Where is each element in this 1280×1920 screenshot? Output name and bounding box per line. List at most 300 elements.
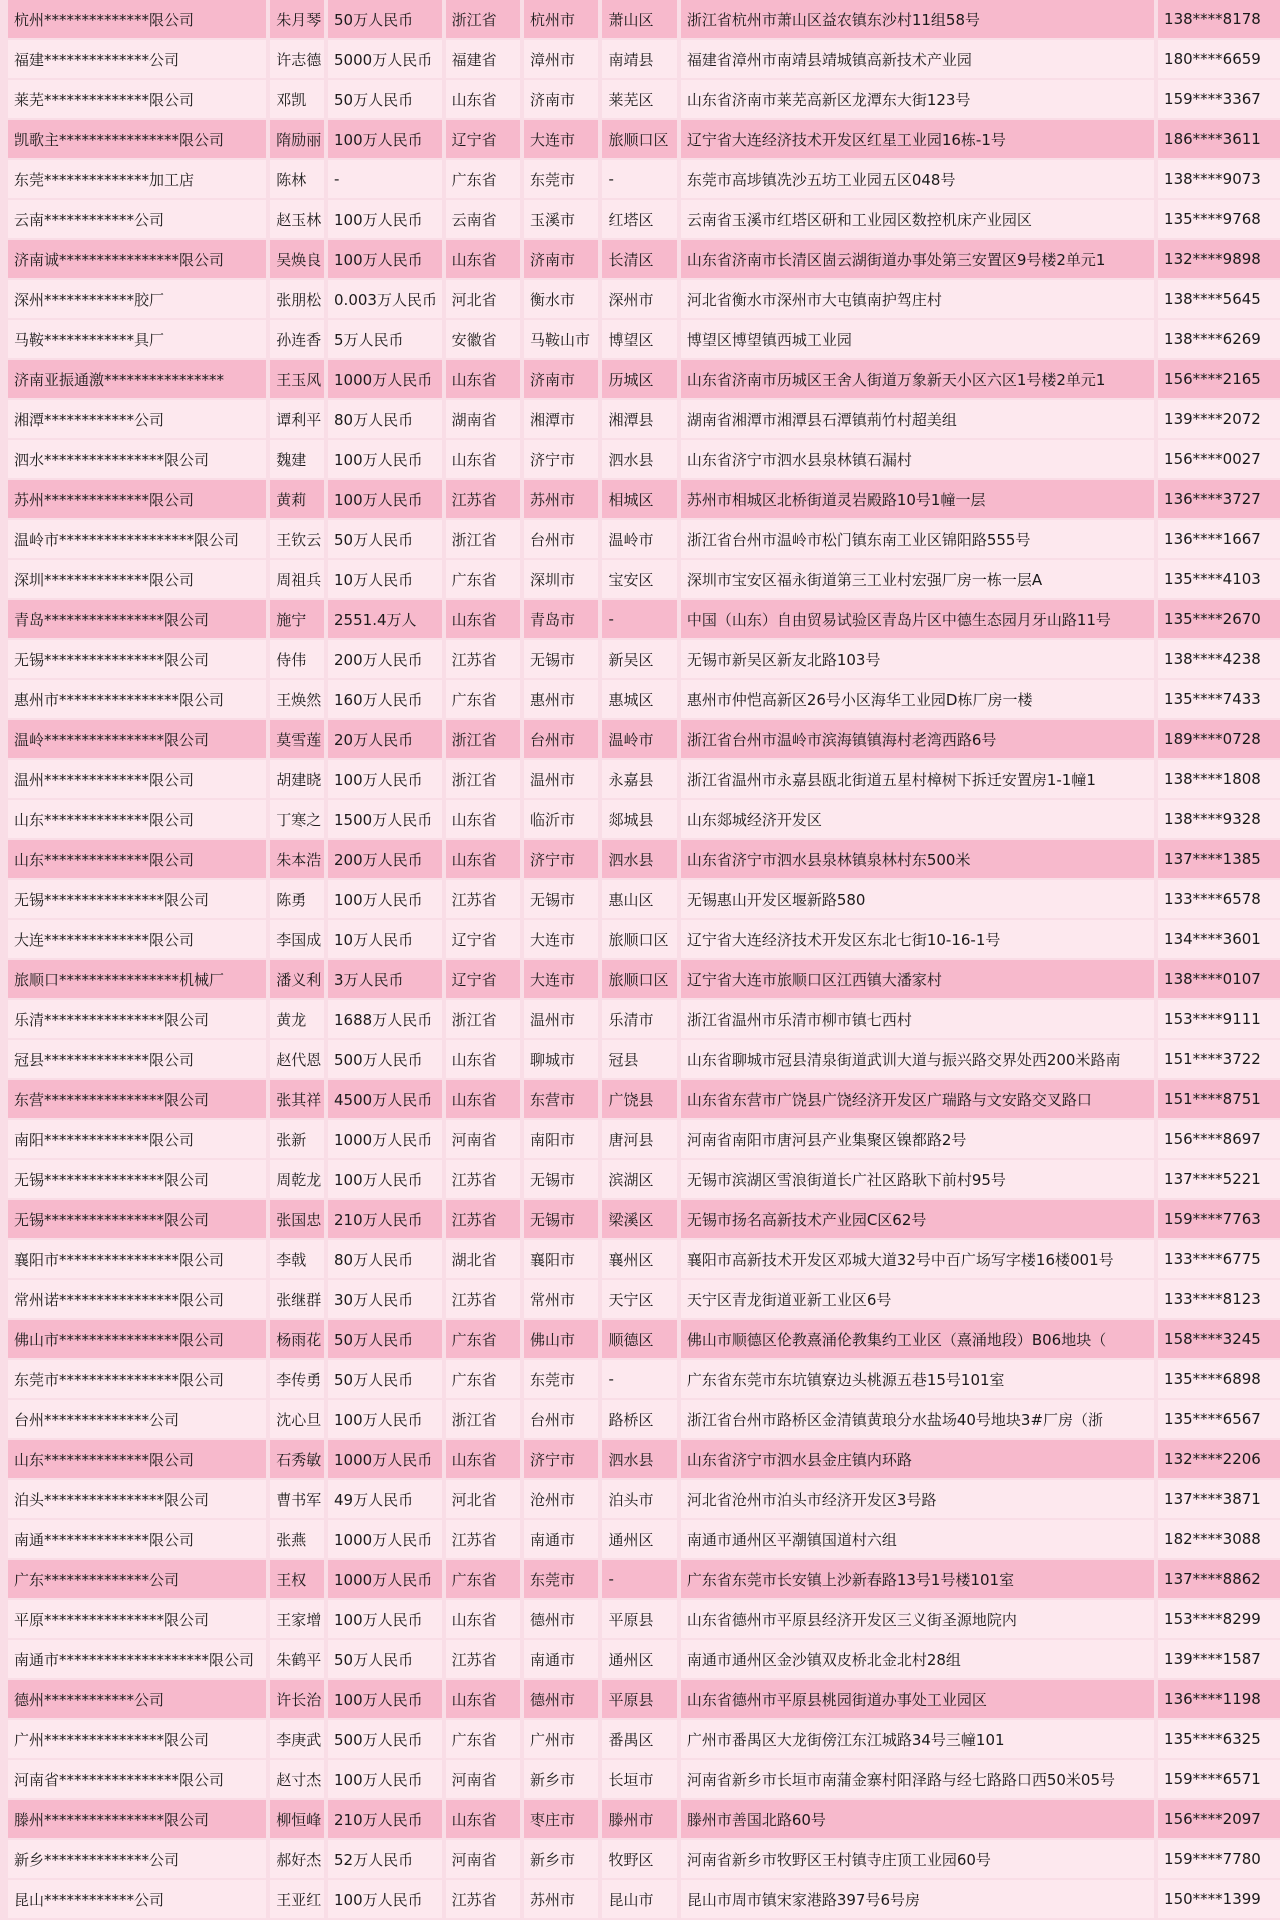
phone-cell: 138****4238 [1158, 640, 1280, 678]
company-name-cell: 台州**************公司 [8, 1400, 266, 1438]
registered-capital-cell: 5000万人民币 [328, 40, 442, 78]
phone-cell: 139****1587 [1158, 1640, 1280, 1678]
province-cell: 山东省 [446, 1800, 520, 1838]
table-row [8, 1760, 1280, 1798]
province-cell: 福建省 [446, 40, 520, 78]
phone-cell: 132****2206 [1158, 1440, 1280, 1478]
company-name-cell: 山东**************限公司 [8, 1440, 266, 1478]
company-name-cell: 河南省****************限公司 [8, 1760, 266, 1798]
table-row [8, 1520, 1280, 1558]
phone-cell: 138****1808 [1158, 760, 1280, 798]
city-cell: 青岛市 [524, 600, 598, 638]
province-cell: 广东省 [446, 160, 520, 198]
district-cell: 梁溪区 [602, 1200, 676, 1238]
contact-person-cell: 李传勇 [270, 1360, 324, 1398]
phone-cell: 135****6898 [1158, 1360, 1280, 1398]
phone-cell: 139****2072 [1158, 400, 1280, 438]
table-row [8, 280, 1280, 318]
table-row [8, 160, 1280, 198]
address-cell: 河南省南阳市唐河县产业集聚区镍都路2号 [681, 1120, 1154, 1158]
table-row [8, 560, 1280, 598]
province-cell: 江苏省 [446, 1520, 520, 1558]
registered-capital-cell: 100万人民币 [328, 1400, 442, 1438]
address-cell: 山东省济南市历城区王舍人街道万象新天小区六区1号楼2单元1 [681, 360, 1154, 398]
company-name-cell: 山东**************限公司 [8, 840, 266, 878]
province-cell: 广东省 [446, 1360, 520, 1398]
province-cell: 湖北省 [446, 1240, 520, 1278]
district-cell: 顺德区 [602, 1320, 676, 1358]
province-cell: 浙江省 [446, 1000, 520, 1038]
phone-cell: 186****3611 [1158, 120, 1280, 158]
table-row [8, 600, 1280, 638]
district-cell: 通州区 [602, 1520, 676, 1558]
registered-capital-cell: 100万人民币 [328, 240, 442, 278]
address-cell: 浙江省温州市永嘉县瓯北街道五星村樟树下拆迁安置房1-1幢1 [681, 760, 1154, 798]
registered-capital-cell: 500万人民币 [328, 1040, 442, 1078]
city-cell: 衡水市 [524, 280, 598, 318]
province-cell: 浙江省 [446, 520, 520, 558]
contact-person-cell: 周祖兵 [270, 560, 324, 598]
contact-person-cell: 王亚红 [270, 1880, 324, 1918]
contact-person-cell: 陈勇 [270, 880, 324, 918]
registered-capital-cell: 1000万人民币 [328, 1120, 442, 1158]
company-name-cell: 济南诚****************限公司 [8, 240, 266, 278]
company-name-cell: 深州************胶厂 [8, 280, 266, 318]
district-cell: 旅顺口区 [602, 120, 676, 158]
table-row [8, 640, 1280, 678]
city-cell: 无锡市 [524, 880, 598, 918]
registered-capital-cell: 100万人民币 [328, 1600, 442, 1638]
province-cell: 云南省 [446, 200, 520, 238]
contact-person-cell: 丁寒之 [270, 800, 324, 838]
district-cell: - [602, 160, 676, 198]
district-cell: 相城区 [602, 480, 676, 518]
province-cell: 河南省 [446, 1840, 520, 1878]
company-name-cell: 济南亚振通激**************** [8, 360, 266, 398]
district-cell: 昆山市 [602, 1880, 676, 1918]
city-cell: 马鞍山市 [524, 320, 598, 358]
company-name-cell: 云南************公司 [8, 200, 266, 238]
phone-cell: 156****8697 [1158, 1120, 1280, 1158]
contact-person-cell: 朱本浩 [270, 840, 324, 878]
city-cell: 无锡市 [524, 1160, 598, 1198]
city-cell: 南通市 [524, 1520, 598, 1558]
company-table [4, 0, 1280, 1920]
address-cell: 云南省玉溪市红塔区研和工业园区数控机床产业园区 [681, 200, 1154, 238]
district-cell: 广饶县 [602, 1080, 676, 1118]
company-name-cell: 无锡****************限公司 [8, 1200, 266, 1238]
address-cell: 广东省东莞市东坑镇寮边头桃源五巷15号101室 [681, 1360, 1154, 1398]
table-row [8, 360, 1280, 398]
address-cell: 南通市通州区金沙镇双皮桥北金北村28组 [681, 1640, 1154, 1678]
city-cell: 东营市 [524, 1080, 598, 1118]
contact-person-cell: 李戟 [270, 1240, 324, 1278]
district-cell: 温岭市 [602, 720, 676, 758]
province-cell: 山东省 [446, 1440, 520, 1478]
province-cell: 河南省 [446, 1120, 520, 1158]
province-cell: 江苏省 [446, 880, 520, 918]
province-cell: 广东省 [446, 1560, 520, 1598]
city-cell: 大连市 [524, 920, 598, 958]
city-cell: 台州市 [524, 1400, 598, 1438]
district-cell: 历城区 [602, 360, 676, 398]
registered-capital-cell: 50万人民币 [328, 1640, 442, 1678]
province-cell: 辽宁省 [446, 960, 520, 998]
district-cell: 南靖县 [602, 40, 676, 78]
company-name-cell: 新乡**************公司 [8, 1840, 266, 1878]
table-row [8, 1240, 1280, 1278]
district-cell: 襄州区 [602, 1240, 676, 1278]
city-cell: 苏州市 [524, 480, 598, 518]
contact-person-cell: 赵代恩 [270, 1040, 324, 1078]
address-cell: 昆山市周市镇宋家港路397号6号房 [681, 1880, 1154, 1918]
address-cell: 辽宁省大连市旅顺口区江西镇大潘家村 [681, 960, 1154, 998]
phone-cell: 135****6567 [1158, 1400, 1280, 1438]
registered-capital-cell: 100万人民币 [328, 880, 442, 918]
city-cell: 无锡市 [524, 640, 598, 678]
phone-cell: 156****0027 [1158, 440, 1280, 478]
city-cell: 常州市 [524, 1280, 598, 1318]
address-cell: 广州市番禺区大龙街傍江东江城路34号三幢101 [681, 1720, 1154, 1758]
address-cell: 山东省济南市莱芜高新区龙潭东大街123号 [681, 80, 1154, 118]
city-cell: 襄阳市 [524, 1240, 598, 1278]
address-cell: 湖南省湘潭市湘潭县石潭镇荊竹村超美组 [681, 400, 1154, 438]
company-name-cell: 平原****************限公司 [8, 1600, 266, 1638]
contact-person-cell: 吴焕良 [270, 240, 324, 278]
contact-person-cell: 李庚武 [270, 1720, 324, 1758]
address-cell: 山东郯城经济开发区 [681, 800, 1154, 838]
district-cell: 天宁区 [602, 1280, 676, 1318]
company-name-cell: 青岛****************限公司 [8, 600, 266, 638]
address-cell: 惠州市仲恺高新区26号小区海华工业园D栋厂房一楼 [681, 680, 1154, 718]
table-row [8, 960, 1280, 998]
company-name-cell: 东营****************限公司 [8, 1080, 266, 1118]
district-cell: 莱芜区 [602, 80, 676, 118]
address-cell: 浙江省台州市路桥区金清镇黄琅分水盐场40号地块3#厂房（浙 [681, 1400, 1154, 1438]
contact-person-cell: 张其祥 [270, 1080, 324, 1118]
registered-capital-cell: 210万人民币 [328, 1800, 442, 1838]
province-cell: 湖南省 [446, 400, 520, 438]
city-cell: 德州市 [524, 1600, 598, 1638]
district-cell: 惠城区 [602, 680, 676, 718]
contact-person-cell: 陈林 [270, 160, 324, 198]
phone-cell: 159****6571 [1158, 1760, 1280, 1798]
contact-person-cell: 邓凯 [270, 80, 324, 118]
province-cell: 江苏省 [446, 1640, 520, 1678]
phone-cell: 138****0107 [1158, 960, 1280, 998]
company-name-cell: 无锡****************限公司 [8, 880, 266, 918]
company-name-cell: 襄阳市****************限公司 [8, 1240, 266, 1278]
contact-person-cell: 黄龙 [270, 1000, 324, 1038]
phone-cell: 135****4103 [1158, 560, 1280, 598]
city-cell: 沧州市 [524, 1480, 598, 1518]
city-cell: 惠州市 [524, 680, 598, 718]
table-row [8, 1640, 1280, 1678]
phone-cell: 137****8862 [1158, 1560, 1280, 1598]
province-cell: 广东省 [446, 680, 520, 718]
city-cell: 广州市 [524, 1720, 598, 1758]
city-cell: 东莞市 [524, 1360, 598, 1398]
address-cell: 浙江省台州市温岭市滨海镇镇海村老湾西路6号 [681, 720, 1154, 758]
registered-capital-cell: 5万人民币 [328, 320, 442, 358]
registered-capital-cell: 2551.4万人 [328, 600, 442, 638]
district-cell: 乐清市 [602, 1000, 676, 1038]
phone-cell: 158****3245 [1158, 1320, 1280, 1358]
contact-person-cell: 潘义利 [270, 960, 324, 998]
city-cell: 东莞市 [524, 1560, 598, 1598]
contact-person-cell: 黄莉 [270, 480, 324, 518]
phone-cell: 134****3601 [1158, 920, 1280, 958]
district-cell: 平原县 [602, 1600, 676, 1638]
table-row [8, 1800, 1280, 1838]
city-cell: 德州市 [524, 1680, 598, 1718]
address-cell: 东莞市高埗镇冼沙五坊工业园五区048号 [681, 160, 1154, 198]
district-cell: 博望区 [602, 320, 676, 358]
company-name-cell: 惠州市****************限公司 [8, 680, 266, 718]
district-cell: 萧山区 [602, 0, 676, 38]
address-cell: 无锡市新吴区新友北路103号 [681, 640, 1154, 678]
company-name-cell: 无锡****************限公司 [8, 1160, 266, 1198]
company-name-cell: 冠县**************限公司 [8, 1040, 266, 1078]
registered-capital-cell: 50万人民币 [328, 1320, 442, 1358]
table-row [8, 120, 1280, 158]
registered-capital-cell: 210万人民币 [328, 1200, 442, 1238]
registered-capital-cell: 50万人民币 [328, 80, 442, 118]
contact-person-cell: 张继群 [270, 1280, 324, 1318]
address-cell: 山东省济南市长清区崮云湖街道办事处第三安置区9号楼2单元1 [681, 240, 1154, 278]
contact-person-cell: 朱月琴 [270, 0, 324, 38]
registered-capital-cell: 100万人民币 [328, 200, 442, 238]
phone-cell: 189****0728 [1158, 720, 1280, 758]
phone-cell: 133****6578 [1158, 880, 1280, 918]
city-cell: 台州市 [524, 520, 598, 558]
district-cell: 旅顺口区 [602, 960, 676, 998]
table-row [8, 200, 1280, 238]
province-cell: 安徽省 [446, 320, 520, 358]
registered-capital-cell: 0.003万人民币 [328, 280, 442, 318]
company-name-cell: 滕州****************限公司 [8, 1800, 266, 1838]
phone-cell: 138****5645 [1158, 280, 1280, 318]
phone-cell: 180****6659 [1158, 40, 1280, 78]
registered-capital-cell: 100万人民币 [328, 760, 442, 798]
registered-capital-cell: 1000万人民币 [328, 1560, 442, 1598]
province-cell: 江苏省 [446, 480, 520, 518]
district-cell: 旅顺口区 [602, 920, 676, 958]
phone-cell: 135****9768 [1158, 200, 1280, 238]
phone-cell: 135****2670 [1158, 600, 1280, 638]
province-cell: 河北省 [446, 280, 520, 318]
city-cell: 苏州市 [524, 1880, 598, 1918]
registered-capital-cell: 10万人民币 [328, 920, 442, 958]
phone-cell: 151****3722 [1158, 1040, 1280, 1078]
province-cell: 河北省 [446, 1480, 520, 1518]
table-row [8, 1480, 1280, 1518]
district-cell: 泗水县 [602, 440, 676, 478]
contact-person-cell: 张新 [270, 1120, 324, 1158]
city-cell: 新乡市 [524, 1760, 598, 1798]
contact-person-cell: 施宁 [270, 600, 324, 638]
company-name-cell: 南阳**************限公司 [8, 1120, 266, 1158]
contact-person-cell: 曹书军 [270, 1480, 324, 1518]
contact-person-cell: 赵寸杰 [270, 1760, 324, 1798]
registered-capital-cell: 1500万人民币 [328, 800, 442, 838]
table-body [8, 0, 1280, 1918]
district-cell: 宝安区 [602, 560, 676, 598]
contact-person-cell: 孙连香 [270, 320, 324, 358]
registered-capital-cell: 100万人民币 [328, 1160, 442, 1198]
table-row [8, 80, 1280, 118]
phone-cell: 132****9898 [1158, 240, 1280, 278]
address-cell: 中国（山东）自由贸易试验区青岛片区中德生态园月牙山路11号 [681, 600, 1154, 638]
district-cell: 泗水县 [602, 1440, 676, 1478]
city-cell: 湘潭市 [524, 400, 598, 438]
company-name-cell: 杭州**************限公司 [8, 0, 266, 38]
phone-cell: 153****9111 [1158, 1000, 1280, 1038]
address-cell: 浙江省杭州市萧山区益农镇东沙村11组58号 [681, 0, 1154, 38]
company-name-cell: 佛山市****************限公司 [8, 1320, 266, 1358]
city-cell: 温州市 [524, 760, 598, 798]
contact-person-cell: 王钦云 [270, 520, 324, 558]
province-cell: 山东省 [446, 80, 520, 118]
province-cell: 山东省 [446, 840, 520, 878]
company-name-cell: 南通**************限公司 [8, 1520, 266, 1558]
company-name-cell: 福建**************公司 [8, 40, 266, 78]
district-cell: 泊头市 [602, 1480, 676, 1518]
registered-capital-cell: 30万人民币 [328, 1280, 442, 1318]
phone-cell: 136****3727 [1158, 480, 1280, 518]
contact-person-cell: 胡建晓 [270, 760, 324, 798]
company-name-cell: 德州************公司 [8, 1680, 266, 1718]
phone-cell: 138****6269 [1158, 320, 1280, 358]
registered-capital-cell: 50万人民币 [328, 520, 442, 558]
registered-capital-cell: 100万人民币 [328, 1880, 442, 1918]
address-cell: 福建省漳州市南靖县靖城镇高新技术产业园 [681, 40, 1154, 78]
city-cell: 台州市 [524, 720, 598, 758]
district-cell: 新吴区 [602, 640, 676, 678]
province-cell: 山东省 [446, 800, 520, 838]
phone-cell: 135****7433 [1158, 680, 1280, 718]
city-cell: 大连市 [524, 120, 598, 158]
contact-person-cell: 魏建 [270, 440, 324, 478]
company-name-cell: 常州诺****************限公司 [8, 1280, 266, 1318]
address-cell: 无锡惠山开发区堰新路580 [681, 880, 1154, 918]
district-cell: 深州市 [602, 280, 676, 318]
district-cell: - [602, 1360, 676, 1398]
province-cell: 河南省 [446, 1760, 520, 1798]
table-row [8, 0, 1280, 38]
city-cell: 济宁市 [524, 1440, 598, 1478]
province-cell: 山东省 [446, 240, 520, 278]
contact-person-cell: 李国成 [270, 920, 324, 958]
address-cell: 深圳市宝安区福永街道第三工业村宏强厂房一栋一层A [681, 560, 1154, 598]
table-row [8, 840, 1280, 878]
address-cell: 山东省济宁市泗水县泉林镇泉林村东500米 [681, 840, 1154, 878]
registered-capital-cell: 100万人民币 [328, 480, 442, 518]
province-cell: 浙江省 [446, 720, 520, 758]
contact-person-cell: 张国忠 [270, 1200, 324, 1238]
table-row [8, 1160, 1280, 1198]
address-cell: 滕州市善国北路60号 [681, 1800, 1154, 1838]
table-row [8, 480, 1280, 518]
company-name-cell: 马鞍************具厂 [8, 320, 266, 358]
phone-cell: 182****3088 [1158, 1520, 1280, 1558]
registered-capital-cell: 1000万人民币 [328, 360, 442, 398]
contact-person-cell: 沈心旦 [270, 1400, 324, 1438]
company-name-cell: 凯歌主****************限公司 [8, 120, 266, 158]
phone-cell: 159****7763 [1158, 1200, 1280, 1238]
address-cell: 浙江省温州市乐清市柳市镇七西村 [681, 1000, 1154, 1038]
address-cell: 山东省德州市平原县经济开发区三义街圣源地院内 [681, 1600, 1154, 1638]
address-cell: 浙江省台州市温岭市松门镇东南工业区锦阳路555号 [681, 520, 1154, 558]
table-row [8, 1080, 1280, 1118]
city-cell: 大连市 [524, 960, 598, 998]
table-row [8, 720, 1280, 758]
table-row [8, 680, 1280, 718]
city-cell: 东莞市 [524, 160, 598, 198]
contact-person-cell: 王焕然 [270, 680, 324, 718]
district-cell: 冠县 [602, 1040, 676, 1078]
address-cell: 广东省东莞市长安镇上沙新春路13号1号楼101室 [681, 1560, 1154, 1598]
contact-person-cell: 隋励丽 [270, 120, 324, 158]
district-cell: 泗水县 [602, 840, 676, 878]
table-row [8, 800, 1280, 838]
registered-capital-cell: 50万人民币 [328, 0, 442, 38]
company-name-cell: 大连**************限公司 [8, 920, 266, 958]
registered-capital-cell: 100万人民币 [328, 120, 442, 158]
district-cell: 通州区 [602, 1640, 676, 1678]
contact-person-cell: 侍伟 [270, 640, 324, 678]
city-cell: 杭州市 [524, 0, 598, 38]
province-cell: 浙江省 [446, 760, 520, 798]
contact-person-cell: 莫雪莲 [270, 720, 324, 758]
address-cell: 河南省新乡市牧野区王村镇寺庄顶工业园60号 [681, 1840, 1154, 1878]
company-name-cell: 泊头****************限公司 [8, 1480, 266, 1518]
company-name-cell: 南通市********************限公司 [8, 1640, 266, 1678]
company-name-cell: 莱芜**************限公司 [8, 80, 266, 118]
table-row [8, 1440, 1280, 1478]
district-cell: 路桥区 [602, 1400, 676, 1438]
province-cell: 山东省 [446, 440, 520, 478]
city-cell: 无锡市 [524, 1200, 598, 1238]
phone-cell: 156****2097 [1158, 1800, 1280, 1838]
company-name-cell: 东莞市****************限公司 [8, 1360, 266, 1398]
table-row [8, 1840, 1280, 1878]
table-row [8, 1880, 1280, 1918]
address-cell: 山东省济宁市泗水县泉林镇石漏村 [681, 440, 1154, 478]
phone-cell: 138****9328 [1158, 800, 1280, 838]
address-cell: 河北省衡水市深州市大屯镇南护驾庄村 [681, 280, 1154, 318]
address-cell: 辽宁省大连经济技术开发区红星工业园16栋-1号 [681, 120, 1154, 158]
phone-cell: 136****1667 [1158, 520, 1280, 558]
registered-capital-cell: 4500万人民币 [328, 1080, 442, 1118]
address-cell: 辽宁省大连经济技术开发区东北七街10-16-1号 [681, 920, 1154, 958]
registered-capital-cell: 80万人民币 [328, 1240, 442, 1278]
address-cell: 山东省济宁市泗水县金庄镇内环路 [681, 1440, 1154, 1478]
province-cell: 山东省 [446, 600, 520, 638]
province-cell: 山东省 [446, 360, 520, 398]
contact-person-cell: 柳恒峰 [270, 1800, 324, 1838]
phone-cell: 156****2165 [1158, 360, 1280, 398]
table-row [8, 320, 1280, 358]
table-row [8, 760, 1280, 798]
city-cell: 新乡市 [524, 1840, 598, 1878]
district-cell: 惠山区 [602, 880, 676, 918]
phone-cell: 159****7780 [1158, 1840, 1280, 1878]
company-name-cell: 湘潭************公司 [8, 400, 266, 438]
table-row [8, 880, 1280, 918]
company-name-cell: 温州**************限公司 [8, 760, 266, 798]
registered-capital-cell: 100万人民币 [328, 1680, 442, 1718]
